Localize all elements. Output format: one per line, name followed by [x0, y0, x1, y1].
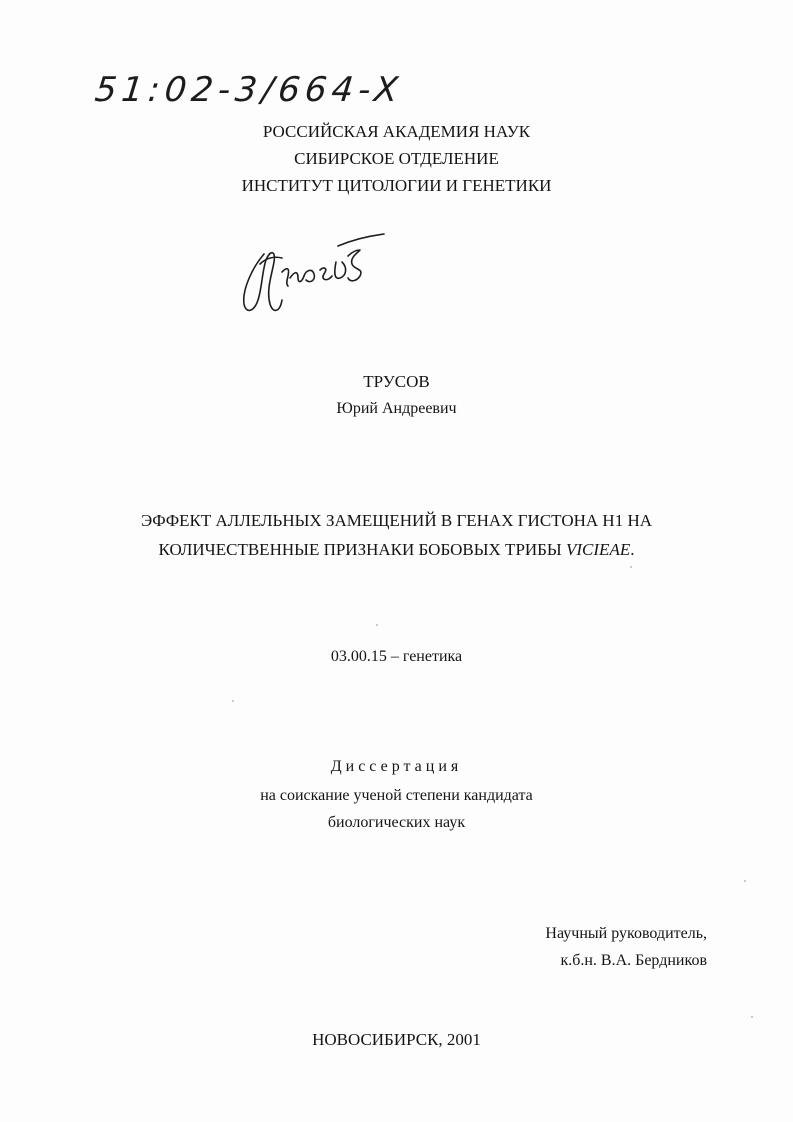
author-signature	[232, 228, 392, 320]
organization-line-2: СИБИРСКОЕ ОТДЕЛЕНИЕ	[294, 149, 499, 168]
title-tribe-name: VICIEAE	[566, 540, 631, 559]
degree-line-2: биологических наук	[327, 814, 466, 831]
supervisor-role: Научный руководитель,	[545, 925, 707, 942]
scan-speck	[744, 880, 746, 882]
scan-speck	[376, 624, 378, 626]
title-line-2-text: КОЛИЧЕСТВЕННЫЕ ПРИЗНАКИ БОБОВЫХ ТРИБЫ	[158, 540, 567, 559]
scan-speck	[232, 700, 234, 702]
author-given-names: Юрий Андреевич	[336, 400, 457, 417]
organization-line-1: РОССИЙСКАЯ АКАДЕМИЯ НАУК	[262, 122, 531, 141]
dissertation-title-line-2	[0, 535, 793, 564]
archive-code-handwritten: 51:02-3/664-X	[92, 70, 405, 110]
degree-line-1: на соискание ученой степени кандидата	[260, 787, 533, 804]
title-line-2-period: .	[630, 540, 635, 559]
author-surname: ТРУСОВ	[363, 372, 430, 391]
organization-line-3: ИНСТИТУТ ЦИТОЛОГИИ И ГЕНЕТИКИ	[241, 176, 552, 195]
specialty-code: 03.00.15 – генетика	[330, 648, 463, 665]
scan-speck	[630, 566, 632, 568]
dissertation-title-line-1: ЭФФЕКТ АЛЛЕЛЬНЫХ ЗАМЕЩЕНИЙ В ГЕНАХ ГИСТОНА Н1 НА	[141, 511, 652, 530]
supervisor-name: к.б.н. В.А. Бердников	[560, 952, 707, 969]
scan-speck	[751, 1016, 753, 1018]
city-and-year: НОВОСИБИРСК, 2001	[312, 1030, 481, 1049]
dissertation-heading: Диссертация	[330, 758, 463, 775]
